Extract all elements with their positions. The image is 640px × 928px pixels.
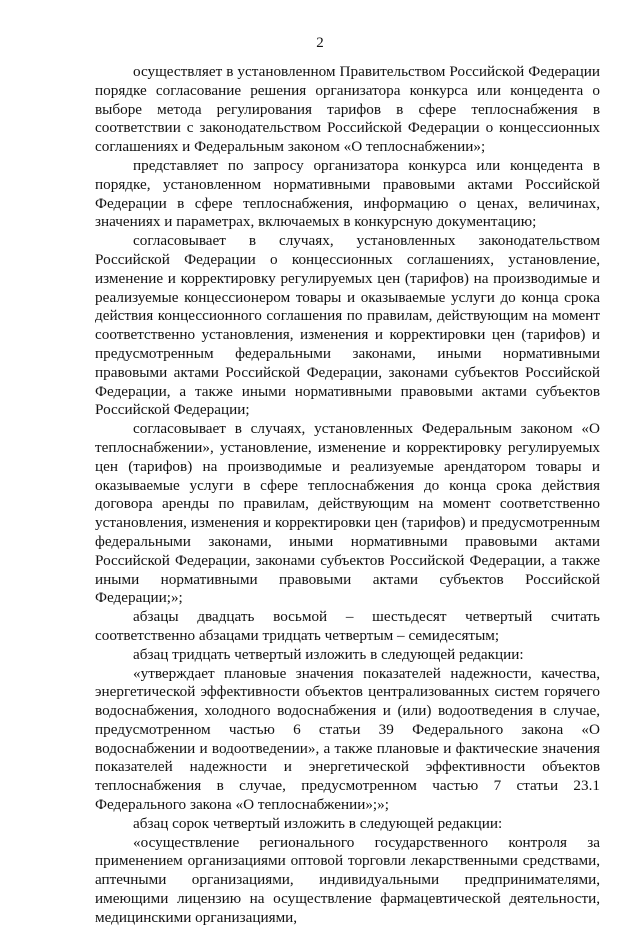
page-number: 2 <box>316 35 324 51</box>
paragraph: абзац сорок четвертый изложить в следующей редакции: <box>133 814 503 832</box>
paragraph: «утверждает плановые значения показателей надежности, качества, энергетической эффективности объектов централизованных систем горячего водоснабжения, холодного водоснабжения и (или) водоотведения в случае, предусмотренном частью 6 статьи 39 Федерального закона «О водоснабжении и водоотведении», а также плановые и фактические значения показателей надежности и энергетической эффективности объектов теплоснабжения в случае, предусмотренном частью 7 статьи 23.1 Федерального закона «О теплоснабжении»;»; <box>95 664 600 814</box>
paragraph: абзац тридцать четвертый изложить в следующей редакции: <box>133 645 524 663</box>
document-body <box>95 63 600 928</box>
paragraph: абзацы двадцать восьмой – шестьдесят четвертый считать соответственно абзацами тридцать четвертым – семидесятым; <box>95 608 600 644</box>
paragraph: согласовывает в случаях, установленных законодательством Российской Федерации о концессионных соглашениях, установление, изменение и корректировку регулируемых цен (тарифов) на производимые и реализуемые концессионером товары и оказываемые услуги до конца срока действия концессионного соглашения по правилам, действующим на момент соответственно установления, изменения и корректировки цен (тарифов) и предусмотренным федеральными законами, иными нормативными правовыми актами Российской Федерации, законами субъектов Российской Федерации, а также иными нормативными правовыми актами субъектов Российской Федерации; <box>95 232 600 419</box>
paragraph: осуществляет в установленном Правительством Российской Федерации порядке согласование решения организатора конкурса или концедента о выборе метода регулирования тарифов в сфере теплоснабжения в соответствии с законодательством Российской Федерации о концессионных соглашениях и Федеральным законом «О теплоснабжении»; <box>95 63 600 156</box>
paragraph: «осуществление регионального государственного контроля за применением организациями оптовой торговли лекарственными средствами, аптечными организациями, индивидуальными предпринимателями, имеющими лицензию на осуществление фармацевтической деятельности, медицинскими организациями, <box>95 833 600 926</box>
paragraph: согласовывает в случаях, установленных Федеральным законом «О теплоснабжении», установление, изменение и корректировку регулируемых цен (тарифов) на производимые и реализуемые арендатором товары и оказываемые услуги в сфере теплоснабжения до конца срока действия договора аренды по правилам, действующим на момент соответственно установления, изменения и корректировки цен (тарифов) и предусмотренным федеральными законами, иными нормативными правовыми актами Российской Федерации, законами субъектов Российской Федерации, а также иными нормативными правовыми актами субъектов Российской Федерации;»; <box>95 420 600 607</box>
paragraph: представляет по запросу организатора конкурса или концедента в порядке, установленном нормативными правовыми актами Российской Федерации в сфере теплоснабжения, информацию о ценах, величинах, значениях и параметрах, включаемых в конкурсную документацию; <box>95 156 600 231</box>
